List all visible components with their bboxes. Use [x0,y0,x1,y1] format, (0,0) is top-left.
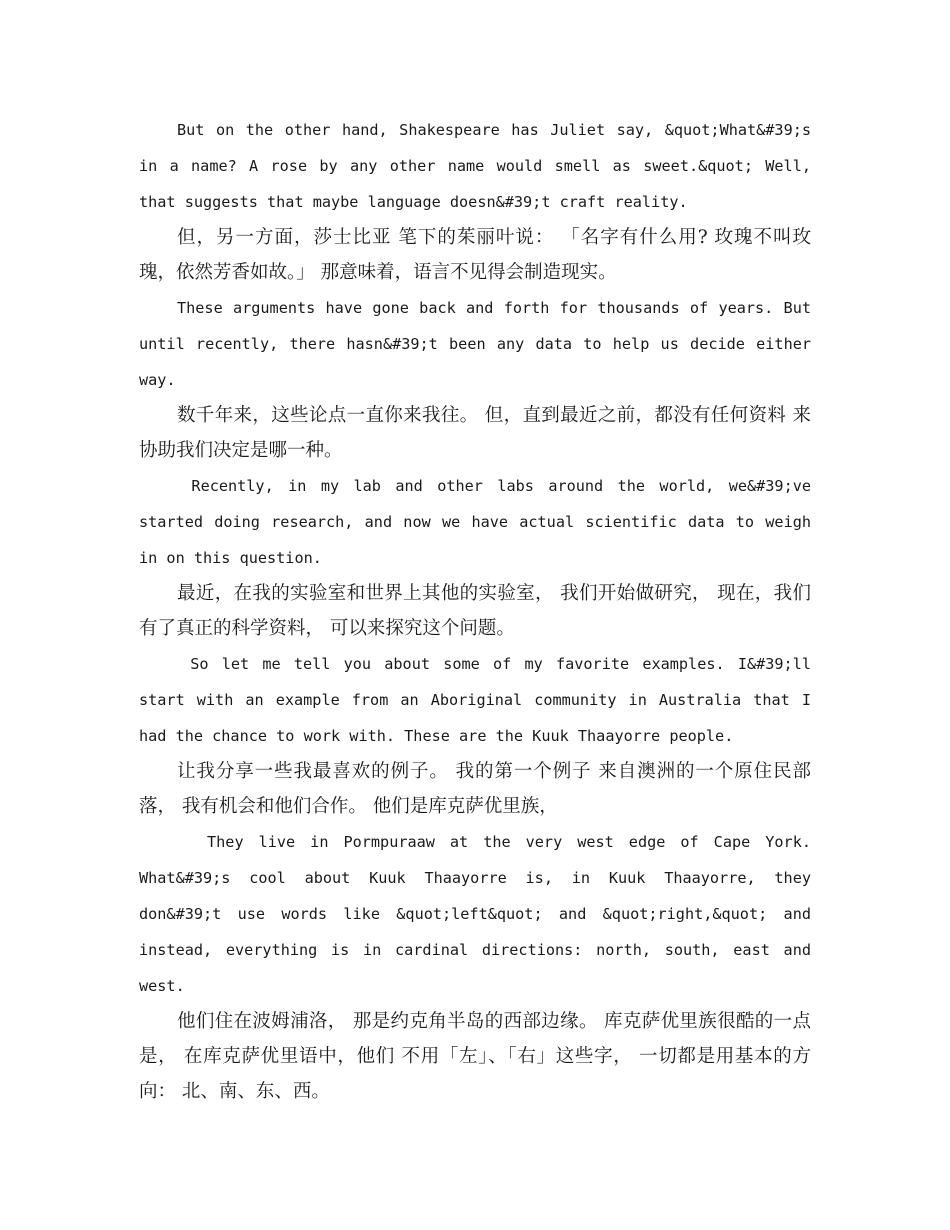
paragraph-english-3: Recently, in my lab and other labs around the world, we&#39;ve started doing research, and now we have actual scientific data to weigh in on this question. [139,477,821,567]
paragraph-english-2: These arguments have gone back and forth for thousands of years. But until recently, there hasn&#39;t been any data to help us decide either way. [139,299,821,389]
paragraph-english-5: They live in Pormpuraaw at the very west edge of Cape York. What&#39;s cool about Kuuk Thaayorre is, in Kuuk Thaayorre, they don&#39;t use words like &quot;left&quot; and &quot;right,&quot; and instead, everything is in cardinal directions: north, south, east and west. [139,833,821,995]
paragraph-chinese-1: 但，另一方面，莎士比亚 笔下的茱丽叶说： 「名字有什么用? 玫瑰不叫玫瑰，依然芳香如故。」 那意味着，语言不见得会制造现实。 [139,227,811,283]
paragraph-chinese-3: 最近，在我的实验室和世界上其他的实验室， 我们开始做研究， 现在，我们有了真正的科学资料， 可以来探究这个问题。 [139,583,811,639]
document-body [139,112,821,1109]
paragraph-chinese-5: 他们住在波姆浦洛， 那是约克角半岛的西部边缘。 库克萨优里族很酷的一点是， 在库克萨优里语中，他们 不用「左」、「右」这些字， 一切都是用基本的方向： 北、南、东、西。 [139,1011,811,1102]
paragraph-english-1: But on the other hand, Shakespeare has Juliet say, &quot;What&#39;s in a name? A rose by any other name would smell as sweet.&quot; Well, that suggests that maybe language doesn&#39;t craft reality. [139,121,821,211]
paragraph-chinese-4: 让我分享一些我最喜欢的例子。 我的第一个例子 来自澳洲的一个原住民部落， 我有机会和他们合作。 他们是库克萨优里族， [139,761,811,817]
paragraph-english-4: So let me tell you about some of my favorite examples. I&#39;ll start with an example from an Aboriginal community in Australia that I had the chance to work with. These are the Kuuk Thaayorre people. [139,655,821,745]
paragraph-chinese-2: 数千年来，这些论点一直你来我往。 但，直到最近之前，都没有任何资料 来协助我们决定是哪一种。 [139,405,811,461]
